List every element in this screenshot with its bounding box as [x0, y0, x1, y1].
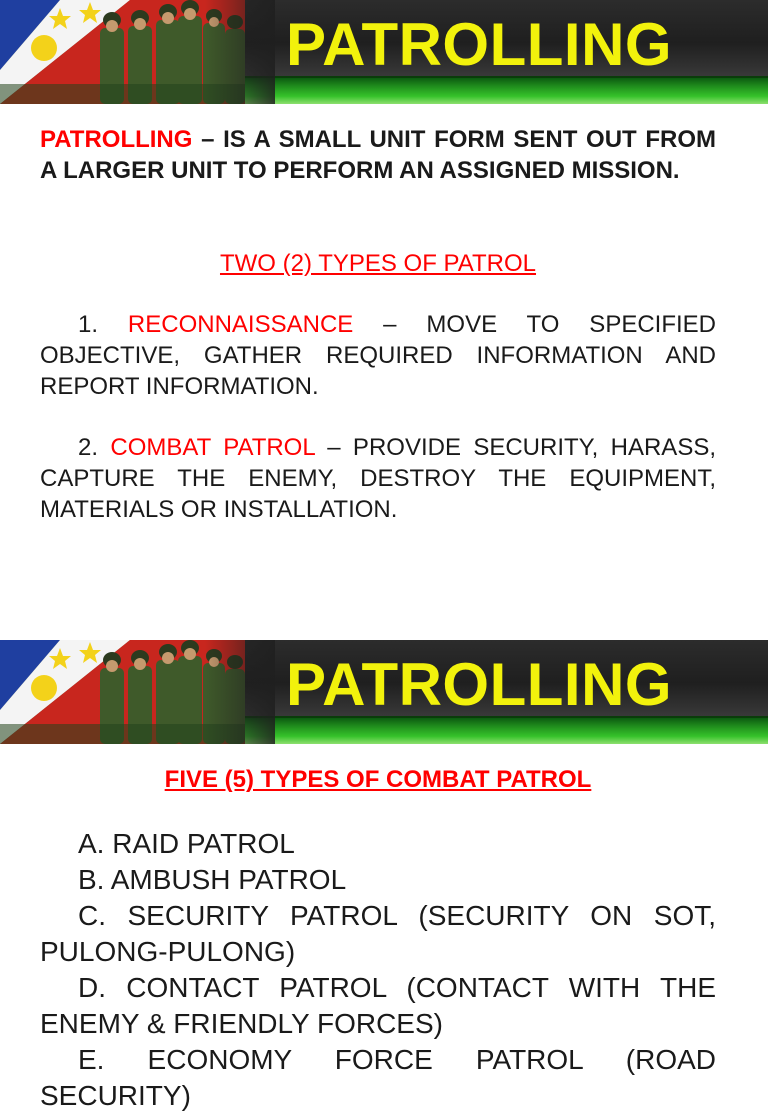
- banner-photo-fade: [205, 0, 275, 104]
- list-item: [40, 862, 716, 898]
- combat-types-subheading-wrap: [40, 764, 716, 795]
- banner-title: PATROLLING: [286, 11, 673, 78]
- type-description: – MOVE TO SPECIFIED OBJECTIVE, GATHER REQUIRED INFORMATION AND REPORT INFORMATION.: [40, 311, 716, 400]
- types-subheading: TWO (2) TYPES OF PATROL: [219, 250, 537, 277]
- type-combat-patrol: [40, 432, 716, 525]
- slide-1: [0, 0, 768, 523]
- list-item-text: SECURITY PATROL (SECURITY ON SOT, PULONG-PULONG): [40, 900, 717, 967]
- banner-photo-fade: [205, 640, 275, 744]
- list-item: [40, 826, 716, 862]
- list-item-text: AMBUSH PATROL: [110, 864, 347, 895]
- type-name: RECONNAISSANCE: [127, 311, 354, 338]
- list-item: [40, 1042, 716, 1114]
- type-name: COMBAT PATROL: [110, 434, 315, 461]
- types-subheading-wrap: [40, 248, 716, 279]
- type-description: – PROVIDE SECURITY, HARASS, CAPTURE THE ENEMY, DESTROY THE EQUIPMENT, MATERIALS OR INSTALLATION.: [40, 434, 716, 523]
- slide-2: [0, 640, 768, 1111]
- banner-title: PATROLLING: [286, 651, 673, 718]
- list-item-text: ECONOMY FORCE PATROL (ROAD SECURITY): [40, 1044, 716, 1111]
- list-item-letter: E.: [78, 1044, 105, 1075]
- list-item-letter: A.: [78, 828, 105, 859]
- list-item-letter: C.: [78, 900, 106, 931]
- type-number: 1.: [78, 311, 99, 338]
- list-item-text: CONTACT PATROL (CONTACT WITH THE ENEMY & FRIENDLY FORCES): [40, 972, 717, 1039]
- type-number: 2.: [78, 434, 99, 461]
- combat-types-subheading: FIVE (5) TYPES OF COMBAT PATROL: [164, 766, 592, 793]
- header-banner: [0, 0, 768, 104]
- list-item: [40, 970, 716, 1042]
- combat-types-list: [40, 826, 716, 1114]
- definition-paragraph: [40, 124, 716, 186]
- definition-text: – IS A SMALL UNIT FORM SENT OUT FROM A LARGER UNIT TO PERFORM AN ASSIGNED MISSION.: [40, 126, 717, 184]
- header-banner: [0, 640, 768, 744]
- list-item-letter: D.: [78, 972, 106, 1003]
- definition-term: PATROLLING: [40, 126, 193, 153]
- list-item: [40, 898, 716, 970]
- type-reconnaissance: [40, 309, 716, 402]
- list-item-letter: B.: [78, 864, 105, 895]
- list-item-text: RAID PATROL: [112, 828, 295, 859]
